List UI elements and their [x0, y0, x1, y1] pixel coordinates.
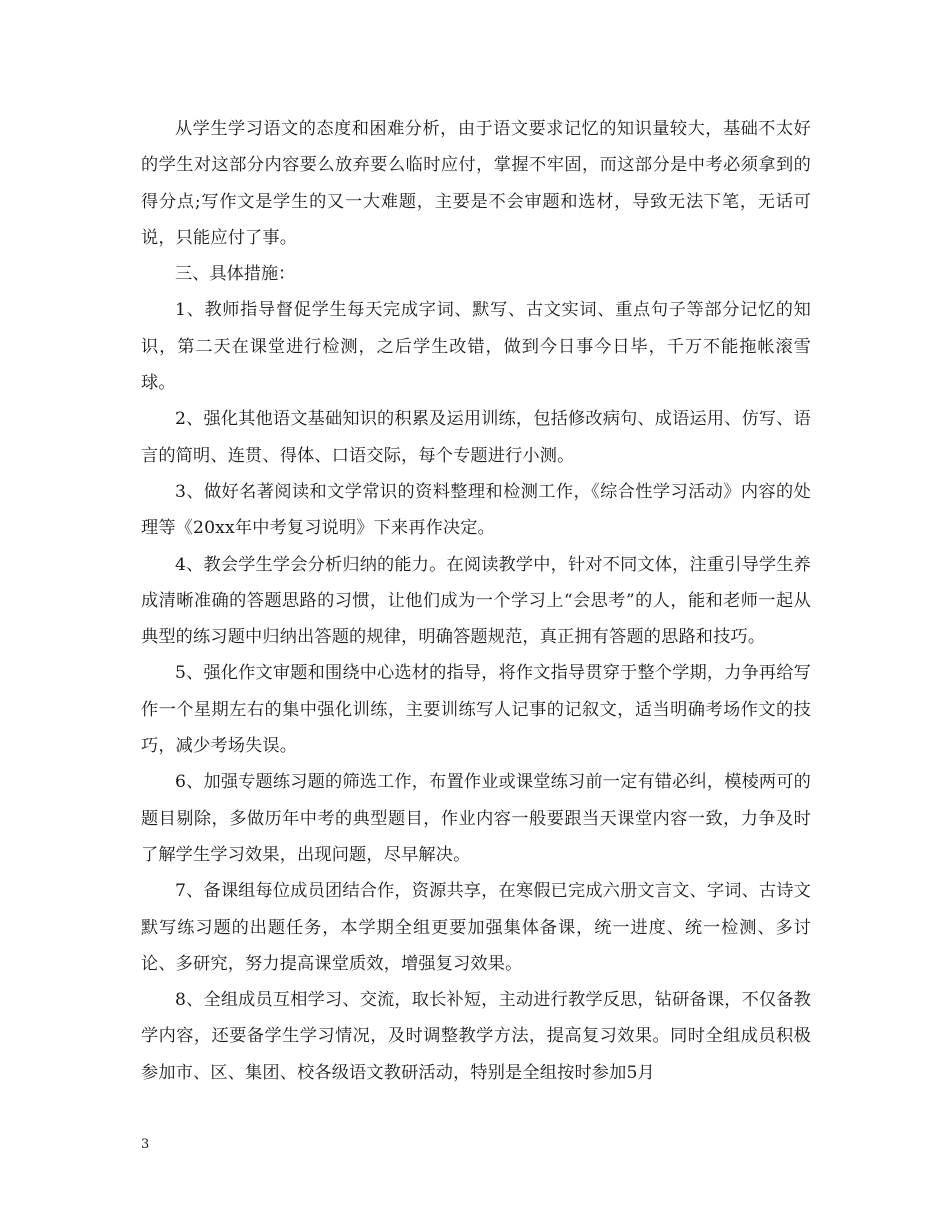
document-body [141, 111, 811, 1091]
paragraph-measure-5: 5、强化作文审题和围绕中心选材的指导，将作文指导贯穿于整个学期，力争再给写作一个星期左右的集中强化训练，主要训练写人记事的记叙文，适当明确考场作文的技巧，减少考场失误。 [141, 663, 811, 757]
paragraph-analysis: 从学生学习语文的态度和困难分析，由于语文要求记忆的知识量较大，基础不太好的学生对这部分内容要么放弃要么临时应付，掌握不牢固，而这部分是中考必须拿到的得分点;写作文是学生的又一大难题，主要是不会审题和选材，导致无法下笔，无话可说，只能应付了事。 [141, 119, 811, 248]
paragraph-measure-1: 1、教师指导督促学生每天完成字词、默写、古文实词、重点句子等部分记忆的知识，第二天在课堂进行检测，之后学生改错，做到今日事今日毕，千万不能拖帐滚雪球。 [141, 300, 811, 394]
section-heading-measures: 三、具体措施： [175, 264, 296, 285]
page-number: 3 [141, 1137, 150, 1152]
paragraph-measure-2: 2、强化其他语文基础知识的积累及运用训练，包括修改病句、成语运用、仿写、语言的简明、连贯、得体、口语交际，每个专题进行小测。 [141, 409, 811, 466]
paragraph-measure-8: 8、全组成员互相学习、交流，取长补短，主动进行教学反思，钻研备课，不仅备教学内容，还要备学生学习情况，及时调整教学方法，提高复习效果。同时全组成员积极参加市、区、集团、校各级语文教研活动，特别是全组按时参加5月 [141, 990, 811, 1083]
paragraph-measure-7: 7、备课组每位成员团结合作，资源共享，在寒假已完成六册文言文、字词、古诗文默写练习题的出题任务，本学期全组更要加强集体备课，统一进度、统一检测、多讨论、多研究，努力提高课堂质效，增强复习效果。 [141, 881, 811, 974]
paragraph-measure-4: 4、教会学生学会分析归纳的能力。在阅读教学中，针对不同文体，注重引导学生养成清晰准确的答题思路的习惯，让他们成为一个学习上“会思考”的人，能和老师一起从典型的练习题中归纳出答题的规律，明确答题规范，真正拥有答题的思路和技巧。 [141, 554, 811, 648]
paragraph-measure-3: 3、做好名著阅读和文学常识的资料整理和检测工作，《综合性学习活动》内容的处理等《20xx年中考复习说明》下来再作决定。 [141, 481, 811, 539]
paragraph-measure-6: 6、加强专题练习题的筛选工作，布置作业或课堂练习前一定有错必纠，模棱两可的题目剔除，多做历年中考的典型题目，作业内容一般要跟当天课堂内容一致，力争及时了解学生学习效果，出现问题，尽早解决。 [141, 772, 811, 865]
